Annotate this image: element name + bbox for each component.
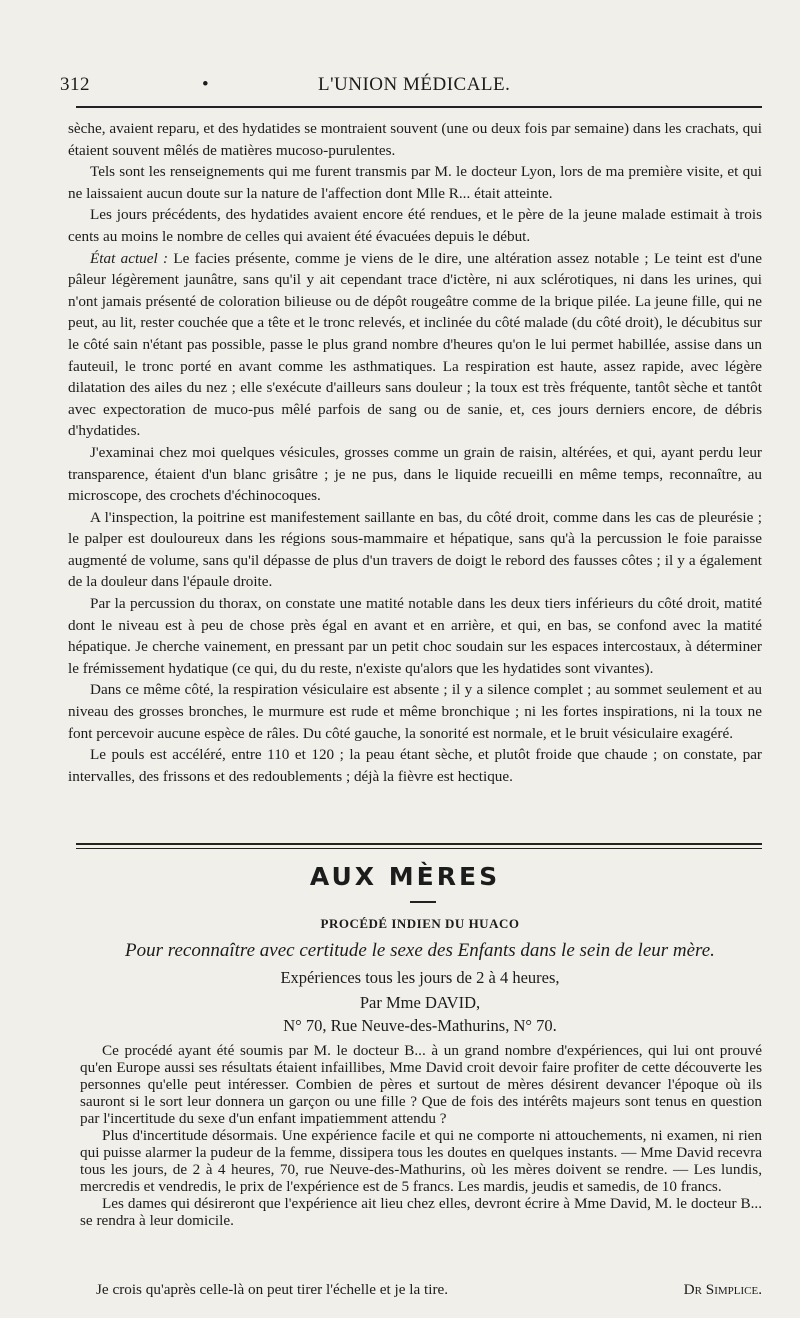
signature: Dr Simplice.	[683, 1281, 762, 1298]
advert-by: Par Mme DAVID,	[359, 993, 481, 1012]
article-paragraph: Par la percussion du thorax, on constate une matité notable dans les deux tiers inférieurs du côté droit, matité dont le niveau est à peu de chose près égal en avant et en arrière, et qui, en bas, se confond avec la matité hépatique. Je cherche vainement, en pressant par un petit choc soudain sur les espaces intercostaux, à déterminer le frémissement hydatique (ce qui, du du reste, n'existe qu'alors que les hydatides sont vivantes).	[68, 595, 762, 677]
advert-body	[80, 1042, 762, 1229]
advert-subtitle: PROCÉDÉ INDIEN DU HUACO	[320, 916, 520, 931]
article-paragraph: Les jours précédents, des hydatides avaient encore été rendues, et le père de la jeune malade estimait à trois cents au moins le nombre de celles qui avaient été évacuées depuis le début.	[68, 206, 762, 245]
header-separator: •	[202, 74, 210, 95]
advert-rule-top	[76, 843, 762, 845]
advert-hours: Expériences tous les jours de 2 à 4 heures,	[280, 968, 560, 987]
closing-line	[96, 1281, 762, 1301]
advert-paragraph: Plus d'incertitude désormais. Une expérience facile et qui ne comporte ni attouchements, ni examen, ni rien qui puisse alarmer la pudeur de la femme, dissipera tous les doutes en quelques instants. — Mme David recevra tous les jours, de 2 à 4 heures, 70, rue Neuve-des-Mathurins, où les mères doivent se rendre. — Les lundis, mercredis et vendredis, le prix de l'expérience est de 5 francs. Les mardis, jeudis et samedis, de 10 francs.	[80, 1127, 762, 1195]
header-rule	[76, 106, 762, 108]
journal-title: L'UNION MÉDICALE.	[318, 74, 511, 95]
closing-text: Je crois qu'après celle-là on peut tirer l'échelle et je la tire.	[96, 1281, 449, 1298]
advert-address: N° 70, Rue Neuve-des-Mathurins, N° 70.	[283, 1016, 557, 1035]
advert-title-rule	[410, 901, 436, 903]
article-paragraph: A l'inspection, la poitrine est manifestement saillante en bas, du côté droit, comme dans les cas de pleurésie ; le palper est douloureux dans les régions sous-mammaire et hépatique, sans qu'à la percussion le foie paraisse augmenté de volume, sans qu'il dépasse de plus d'un travers de doigt le rebord des fausses côtes ; il y a également de la douleur dans l'épaule droite.	[68, 508, 762, 591]
advert-title: AUX MÈRES	[309, 862, 501, 891]
etat-label: État actuel :	[90, 249, 169, 267]
article-paragraph: sèche, avaient reparu, et des hydatides se montraient souvent (une ou deux fois par semaine) dans les crachats, qui étaient souvent mêlés de matières mucoso-purulentes.	[68, 120, 762, 159]
article-paragraph: Tels sont les renseignements qui me furent transmis par M. le docteur Lyon, lors de ma première visite, et qui ne laissaient aucun doute sur la nature de l'affection dont Mlle R... était atteinte.	[68, 163, 762, 202]
etat-continuation: Le teint est d'une pâleur légèrement jaunâtre, sans qu'il y ait cependant trace d'ictère, ni aux sclérotiques, ni dans les urines, qui n'ont jamais présenté de coloration bilieuse ou de dépôt rougeâtre comme de la brique pilée. La jeune fille, qui ne peut, au lit, rester couchée que a tête et le tronc relevés, et inclinée du côté malade (du côté droit), le décubitus sur le côté sain n'étant pas possible, passe le plus grand nombre d'heures qu'on le lui permet habillée, assise dans un fauteuil, le tronc porté en avant comme les asthmatiques. La respiration est haute, assez rapide, avec légère dilatation des ailes du nez ; elle s'exécute d'ailleurs sans douleur ; la toux est très fréquente, tantôt sèche et tantôt avec expectoration de muco-pus mêlé parfois de sang ou de sanie, et, ces jours derniers encore, de débris d'hydatides.	[68, 249, 762, 440]
etat-text: Le facies présente, comme je viens de le dire, une altération assez notable ;	[173, 249, 649, 267]
advert-paragraph: Ce procédé ayant été soumis par M. le docteur B... à un grand nombre d'expériences, qui lui ont prouvé qu'en Europe aussi ses résultats étaient infaillibes, Mme David croit devoir faire profiter de cette découverte les personnes qu'elle peut intéresser. Combien de pères et surtout de mères désirent devancer l'époque où ils sauront si le sort leur donnera un garçon ou une fille ? Que de fois des intérêts majeurs sont tenus en question par l'incertitude du sexe d'un enfant impatiemment attendu ?	[80, 1042, 762, 1127]
article-paragraph: Dans ce même côté, la respiration vésiculaire est absente ; il y a silence complet ; au sommet seulement et au niveau des grosses bronches, le murmure est rude et même bronchique ; ni les fortes inspirations, ni la toux ne font percevoir aucune espèce de râles. Du côté gauche, la sonorité est normale, et le bruit vésiculaire exagéré.	[68, 681, 762, 742]
article-body	[68, 118, 762, 787]
advert-slogan: Pour reconnaître avec certitude le sexe des Enfants dans le sein de leur mère.	[125, 940, 715, 961]
advert-paragraph: Les dames qui désireront que l'expérience ait lieu chez elles, devront écrire à Mme David, M. le docteur B... se rendra à leur domicile.	[80, 1195, 762, 1229]
advert-rule-top-thin	[76, 848, 762, 849]
article-paragraph-etat	[68, 248, 762, 442]
article-paragraph: J'examinai chez moi quelques vésicules, grosses comme un grain de raisin, altérées, et qui, ayant perdu leur transparence, étaient d'un blanc grisâtre ; je ne pus, dans le liquide recueilli en même temps, reconnaître, au microscope, des crochets d'échinocoques.	[68, 443, 762, 505]
page-number: 312	[60, 74, 90, 95]
article-paragraph: Le pouls est accéléré, entre 110 et 120 ; la peau étant sèche, et plutôt froide que chaude ; on constate, par intervalles, des frissons et des redoublements ; déjà la fièvre est hectique.	[68, 746, 762, 785]
page-header	[60, 74, 762, 100]
